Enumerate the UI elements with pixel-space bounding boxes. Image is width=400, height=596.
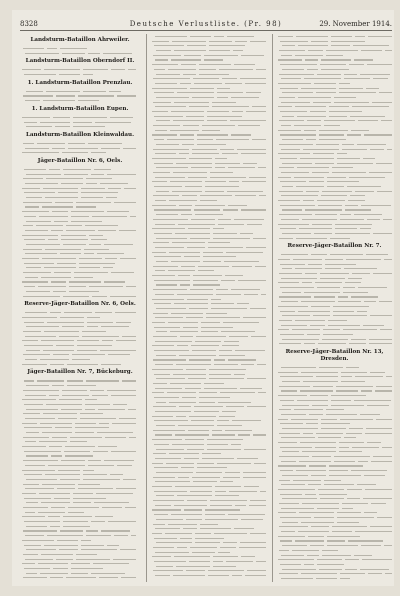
section xyxy=(20,80,140,87)
columns xyxy=(20,34,392,582)
column-2 xyxy=(146,34,267,582)
page-header xyxy=(20,18,392,31)
illegible-text-line xyxy=(276,581,393,582)
section xyxy=(20,301,140,308)
section-heading: Jäger-Bataillon Nr. 6, Oels. xyxy=(37,157,123,164)
page-date: 29. November 1914. xyxy=(319,20,392,28)
section-heading: Reserve-Jäger-Bataillon Nr. 6, Oels. xyxy=(24,301,136,308)
illegible-text-line xyxy=(20,362,140,367)
section xyxy=(276,243,393,250)
section xyxy=(20,58,140,65)
illegible-text-line xyxy=(20,580,140,582)
column-3 xyxy=(272,34,393,582)
section xyxy=(20,369,140,376)
illegible-text-line xyxy=(276,341,393,346)
illegible-text-line xyxy=(20,72,140,77)
page xyxy=(12,10,394,586)
section-heading: 1. Landsturm-Bataillon Prenzlau. xyxy=(27,79,133,86)
illegible-text-line xyxy=(20,51,140,56)
illegible-text-line xyxy=(20,294,140,299)
section-heading: Reserve-Jäger-Bataillon Nr. 7. xyxy=(287,243,382,250)
illegible-text-line xyxy=(150,573,267,578)
section-heading: Landsturm-Bataillon Oberndorf II. xyxy=(25,58,135,65)
illegible-text-line xyxy=(20,98,140,103)
section-heading: Landsturm-Bataillon Kleinwaldau. xyxy=(25,131,135,138)
section xyxy=(276,349,393,363)
section-heading: Jäger-Bataillon Nr. 7, Bückeburg. xyxy=(27,369,133,376)
illegible-text-line xyxy=(276,236,393,241)
section xyxy=(20,132,140,139)
page-number: 8328 xyxy=(20,20,38,28)
section xyxy=(20,37,140,44)
section-heading: Reserve-Jäger-Bataillon Nr. 13, Dresden. xyxy=(285,349,384,362)
page-title: Deutsche Verlustliste. (Pr. 98) xyxy=(129,20,283,28)
section-heading: Landsturm-Bataillon Ahrweiler. xyxy=(30,37,130,43)
section xyxy=(20,158,140,165)
illegible-text-line xyxy=(20,124,140,129)
column-1 xyxy=(20,34,140,582)
section-heading: 1. Landsturm-Bataillon Eupen. xyxy=(31,105,129,112)
illegible-text-line xyxy=(20,150,140,155)
section xyxy=(20,106,140,113)
